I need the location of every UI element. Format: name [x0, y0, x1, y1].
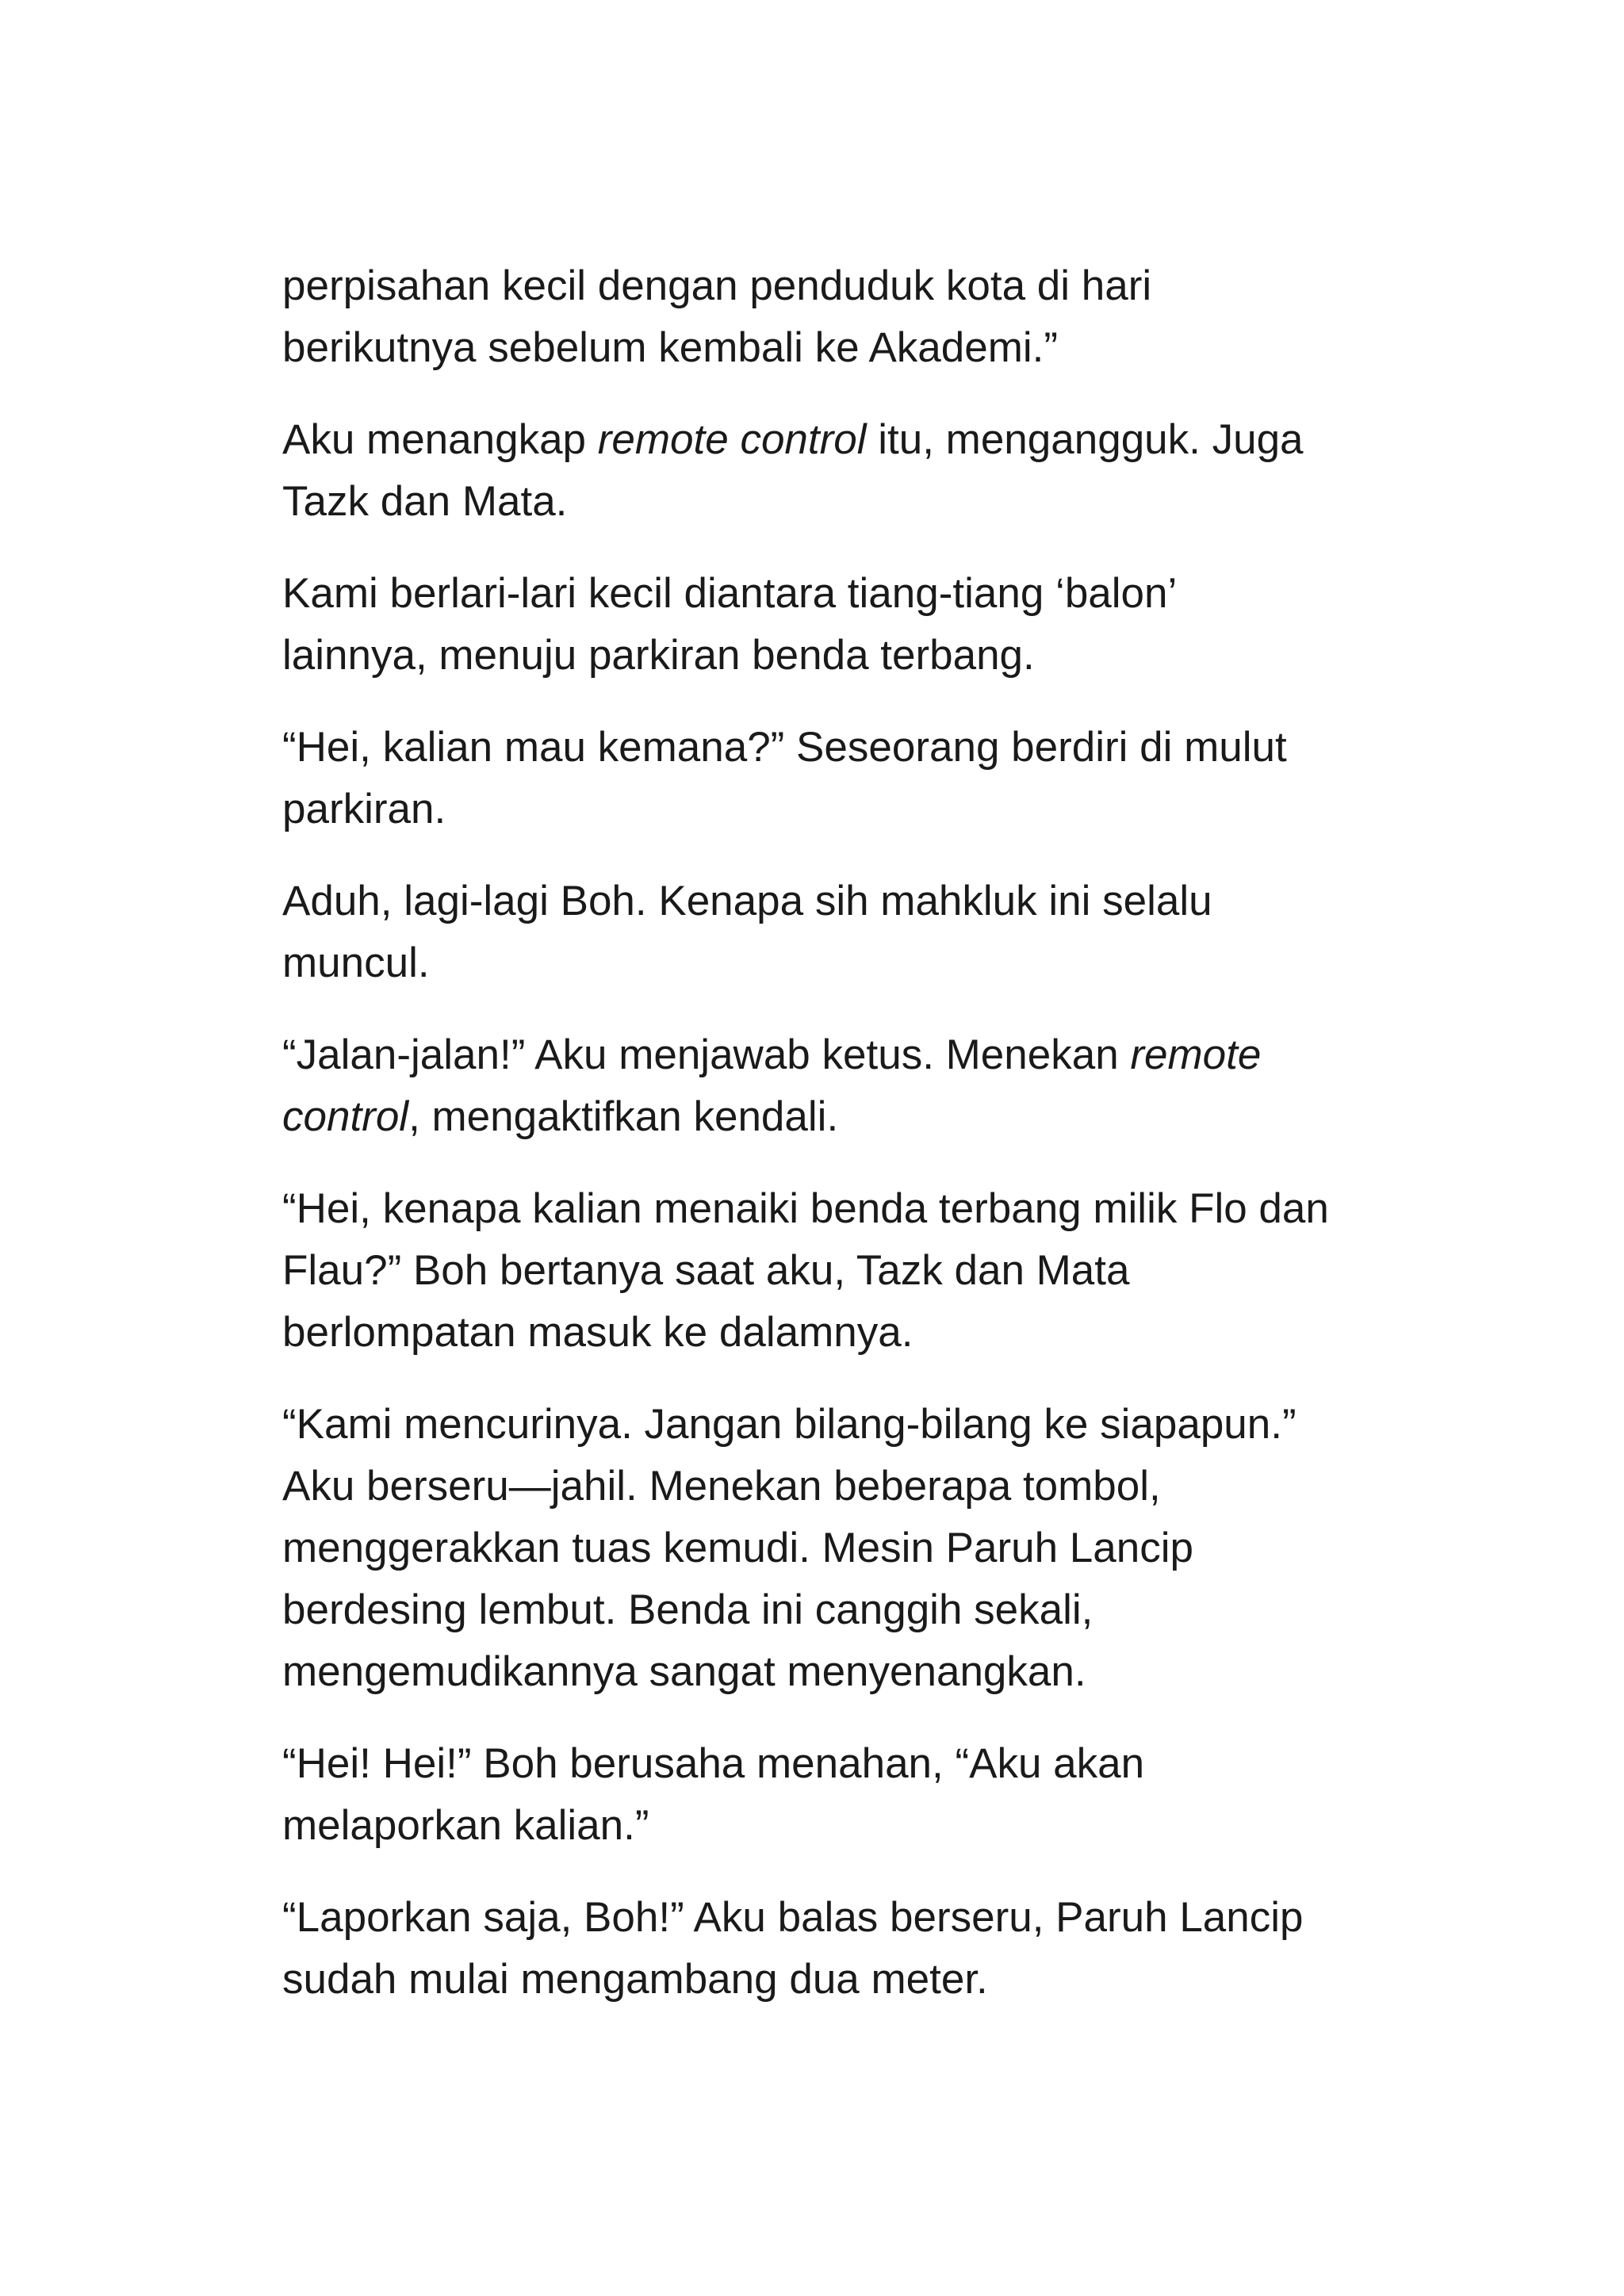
paragraph — [282, 1394, 1392, 1703]
text-line — [282, 932, 1392, 994]
text-line — [282, 409, 1392, 471]
text-run: Aku berseru—jahil. Menekan beberapa tombol, — [282, 1463, 1161, 1510]
text-line — [282, 871, 1392, 932]
text-line — [282, 1795, 1392, 1857]
text-line — [282, 1579, 1392, 1641]
text-run: berdesing lembut. Benda ini canggih sekali, — [282, 1586, 1094, 1633]
italic-text: remote control — [597, 416, 867, 463]
paragraph — [282, 1178, 1392, 1364]
text-run: sudah mulai mengambang dua meter. — [282, 1956, 988, 2003]
text-line — [282, 1302, 1392, 1364]
text-run: “Laporkan saja, Boh!” Aku balas berseru, Paruh Lancip — [282, 1894, 1304, 1941]
text-line — [282, 625, 1392, 687]
text-line — [282, 1240, 1392, 1302]
text-line — [282, 1887, 1392, 1949]
italic-text: control — [282, 1093, 409, 1140]
paragraph — [282, 717, 1392, 840]
text-run: menggerakkan tuas kemudi. Mesin Paruh Lancip — [282, 1525, 1193, 1571]
italic-text: remote — [1130, 1031, 1262, 1078]
text-line — [282, 255, 1392, 317]
paragraph — [282, 1733, 1392, 1857]
text-line — [282, 1641, 1392, 1703]
text-run: Tazk dan Mata. — [282, 478, 568, 525]
text-line — [282, 1024, 1392, 1086]
document-body — [282, 255, 1392, 2041]
text-line — [282, 1086, 1392, 1148]
text-line — [282, 563, 1392, 625]
text-run: Kami berlari-lari kecil diantara tiang-tiang ‘balon’ — [282, 570, 1178, 617]
text-run: “Jalan-jalan!” Aku menjawab ketus. Menekan — [282, 1031, 1131, 1078]
text-run: Aduh, lagi-lagi Boh. Kenapa sih mahkluk ini selalu — [282, 878, 1212, 924]
text-run: “Hei, kenapa kalian menaiki benda terbang milik Flo dan — [282, 1185, 1329, 1232]
text-run: , mengaktifkan kendali. — [408, 1093, 839, 1140]
paragraph — [282, 255, 1392, 379]
text-line — [282, 779, 1392, 840]
text-run: “Kami mencurinya. Jangan bilang-bilang ke siapapun.” — [282, 1401, 1297, 1448]
text-line — [282, 1456, 1392, 1517]
text-line — [282, 1517, 1392, 1579]
text-line — [282, 317, 1392, 379]
paragraph — [282, 871, 1392, 994]
text-run: perpisahan kecil dengan penduduk kota di hari — [282, 262, 1152, 309]
text-run: berlompatan masuk ke dalamnya. — [282, 1309, 914, 1356]
text-run: Flau?” Boh bertanya saat aku, Tazk dan Mata — [282, 1247, 1130, 1294]
text-line — [282, 1394, 1392, 1456]
text-line — [282, 1949, 1392, 2011]
text-run: berikutnya sebelum kembali ke Akademi.” — [282, 324, 1059, 371]
text-line — [282, 717, 1392, 779]
text-run: “Hei, kalian mau kemana?” Seseorang berdiri di mulut — [282, 724, 1287, 771]
text-line — [282, 1733, 1392, 1795]
paragraph — [282, 1024, 1392, 1148]
paragraph — [282, 1887, 1392, 2011]
paragraph — [282, 563, 1392, 687]
paragraph — [282, 409, 1392, 533]
text-run: mengemudikannya sangat menyenangkan. — [282, 1648, 1086, 1695]
text-run: parkiran. — [282, 786, 446, 832]
text-run: melaporkan kalian.” — [282, 1802, 649, 1849]
text-line — [282, 1178, 1392, 1240]
text-run: muncul. — [282, 939, 430, 986]
text-run: lainnya, menuju parkiran benda terbang. — [282, 632, 1035, 679]
text-line — [282, 471, 1392, 533]
text-run: “Hei! Hei!” Boh berusaha menahan, “Aku akan — [282, 1740, 1145, 1787]
text-run: Aku menangkap — [282, 416, 598, 463]
text-run: itu, mengangguk. Juga — [866, 416, 1304, 463]
